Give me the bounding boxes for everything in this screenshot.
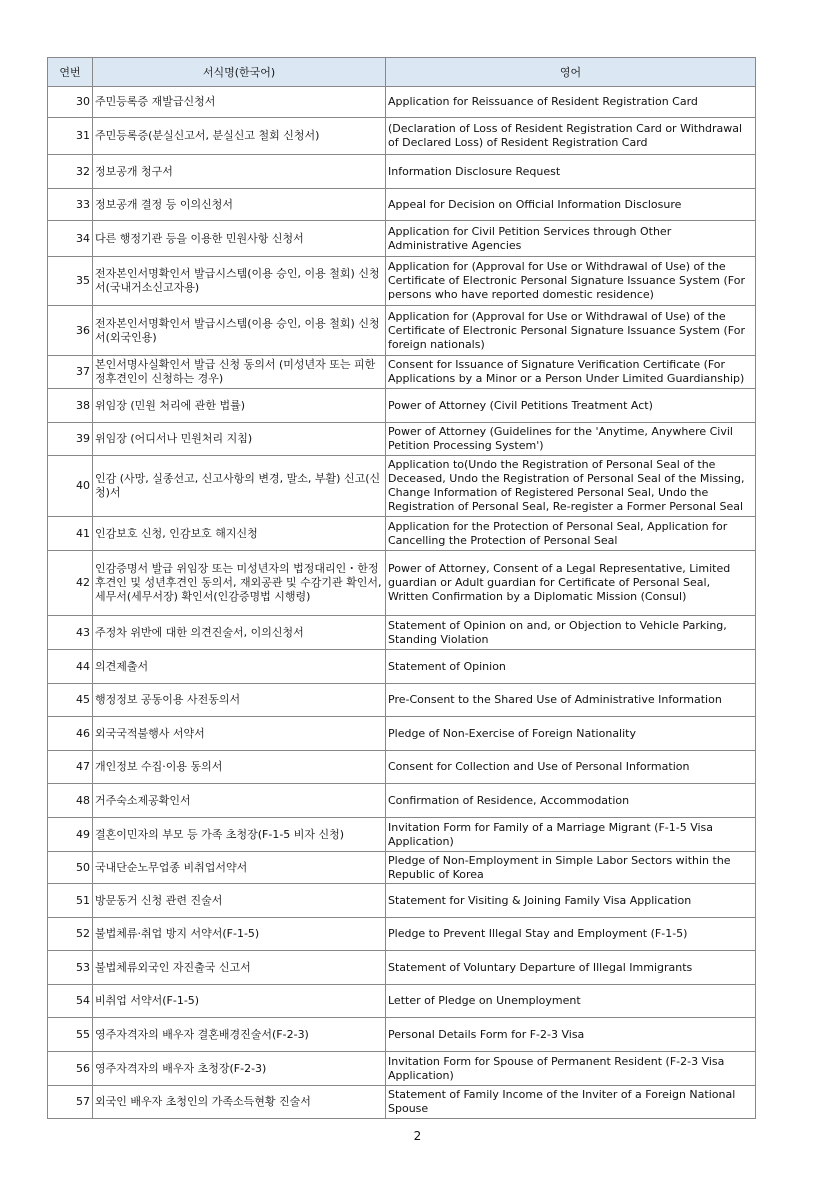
form-name-korean: 주민등록증(분실신고서, 분실신고 철회 신청서) — [93, 118, 386, 155]
form-name-english: Application to(Undo the Registration of Personal Seal of the Deceased, Undo the Registration of Personal Seal of the Missing, Change Information of Registered Personal Seal, Undo the Registration of Personal Seal, Re-register a Former Personal Seal — [386, 456, 756, 517]
form-name-english: (Declaration of Loss of Resident Registration Card or Withdrawal of Declared Loss) of Resident Registration Card — [386, 118, 756, 155]
form-name-korean: 위임장 (어디서나 민원처리 지침) — [93, 423, 386, 456]
form-name-english: Pledge of Non-Exercise of Foreign Nationality — [386, 717, 756, 751]
form-name-english: Consent for Issuance of Signature Verification Certificate (For Applications by a Minor or a Person Under Limited Guardianship) — [386, 356, 756, 389]
form-name-korean: 외국국적불행사 서약서 — [93, 717, 386, 751]
row-number: 48 — [48, 784, 93, 818]
row-number: 34 — [48, 221, 93, 257]
form-name-english: Letter of Pledge on Unemployment — [386, 985, 756, 1018]
row-number: 55 — [48, 1018, 93, 1052]
table-body — [48, 87, 756, 1119]
header-korean: 서식명(한국어) — [93, 58, 386, 87]
table-row — [48, 751, 756, 784]
form-name-english: Pledge to Prevent Illegal Stay and Employment (F-1-5) — [386, 918, 756, 951]
table-row — [48, 1018, 756, 1052]
table-row — [48, 155, 756, 189]
header-no: 연번 — [48, 58, 93, 87]
form-name-korean: 인감보호 신청, 인감보호 해지신청 — [93, 517, 386, 551]
form-name-english: Invitation Form for Family of a Marriage Migrant (F-1-5 Visa Application) — [386, 818, 756, 852]
form-name-english: Appeal for Decision on Official Information Disclosure — [386, 189, 756, 221]
row-number: 31 — [48, 118, 93, 155]
form-name-korean: 주민등록증 재발급신청서 — [93, 87, 386, 118]
form-name-english: Application for the Protection of Personal Seal, Application for Cancelling the Protection of Personal Seal — [386, 517, 756, 551]
form-name-english: Power of Attorney (Civil Petitions Treatment Act) — [386, 389, 756, 423]
form-name-korean: 개인정보 수집·이용 동의서 — [93, 751, 386, 784]
form-name-english: Invitation Form for Spouse of Permanent Resident (F-2-3 Visa Application) — [386, 1052, 756, 1086]
table-row — [48, 118, 756, 155]
table-row — [48, 985, 756, 1018]
row-number: 36 — [48, 306, 93, 356]
table-row — [48, 456, 756, 517]
table-row — [48, 1086, 756, 1119]
table-row — [48, 918, 756, 951]
form-name-korean: 국내단순노무업종 비취업서약서 — [93, 852, 386, 884]
form-name-english: Application for (Approval for Use or Withdrawal of Use) of the Certificate of Electronic Personal Signature Issuance System (For persons who have reported domestic residence) — [386, 257, 756, 306]
form-name-korean: 전자본인서명확인서 발급시스템(이용 승인, 이용 철회) 신청서(국내거소신고자용) — [93, 257, 386, 306]
table-row — [48, 221, 756, 257]
form-name-korean: 행정정보 공동이용 사전동의서 — [93, 684, 386, 717]
form-name-korean: 정보공개 청구서 — [93, 155, 386, 189]
table-row — [48, 852, 756, 884]
table-row — [48, 818, 756, 852]
row-number: 50 — [48, 852, 93, 884]
table-row — [48, 189, 756, 221]
row-number: 37 — [48, 356, 93, 389]
form-name-korean: 거주숙소제공확인서 — [93, 784, 386, 818]
form-name-korean: 비취업 서약서(F-1-5) — [93, 985, 386, 1018]
form-name-english: Statement for Visiting & Joining Family Visa Application — [386, 884, 756, 918]
row-number: 53 — [48, 951, 93, 985]
form-name-korean: 전자본인서명확인서 발급시스템(이용 승인, 이용 철회) 신청서(외국인용) — [93, 306, 386, 356]
row-number: 39 — [48, 423, 93, 456]
table-row — [48, 784, 756, 818]
form-name-korean: 영주자격자의 배우자 결혼배경진술서(F-2-3) — [93, 1018, 386, 1052]
row-number: 47 — [48, 751, 93, 784]
table-row — [48, 423, 756, 456]
form-name-korean: 인감증명서 발급 위임장 또는 미성년자의 법정대리인・한정후견인 및 성년후견인 동의서, 재외공관 및 수감기관 확인서, 세무서(세무서장) 확인서(인감증명법 시행령) — [93, 551, 386, 616]
form-name-korean: 불법체류외국인 자진출국 신고서 — [93, 951, 386, 985]
row-number: 32 — [48, 155, 93, 189]
row-number: 43 — [48, 616, 93, 650]
table-row — [48, 884, 756, 918]
form-name-english: Power of Attorney (Guidelines for the 'Anytime, Anywhere Civil Petition Processing System') — [386, 423, 756, 456]
table-row — [48, 306, 756, 356]
form-name-english: Application for (Approval for Use or Withdrawal of Use) of the Certificate of Electronic Personal Signature Issuance System (For foreign nationals) — [386, 306, 756, 356]
form-name-english: Application for Reissuance of Resident Registration Card — [386, 87, 756, 118]
form-name-english: Statement of Opinion — [386, 650, 756, 684]
form-name-english: Power of Attorney, Consent of a Legal Representative, Limited guardian or Adult guardian for Certificate of Personal Seal, Written Confirmation by a Diplomatic Mission (Consul) — [386, 551, 756, 616]
form-name-korean: 위임장 (민원 처리에 관한 법률) — [93, 389, 386, 423]
page-number: 2 — [413, 1129, 422, 1143]
forms-table — [47, 57, 756, 1119]
form-name-korean: 본인서명사실확인서 발급 신청 동의서 (미성년자 또는 피한정후견인이 신청하는 경우) — [93, 356, 386, 389]
table-row — [48, 684, 756, 717]
row-number: 49 — [48, 818, 93, 852]
form-name-english: Personal Details Form for F-2-3 Visa — [386, 1018, 756, 1052]
form-name-korean: 정보공개 결정 등 이의신청서 — [93, 189, 386, 221]
form-name-english: Statement of Family Income of the Inviter of a Foreign National Spouse — [386, 1086, 756, 1119]
form-name-korean: 불법체류·취업 방지 서약서(F-1-5) — [93, 918, 386, 951]
form-name-english: Statement of Voluntary Departure of Illegal Immigrants — [386, 951, 756, 985]
row-number: 45 — [48, 684, 93, 717]
form-name-korean: 방문동거 신청 관련 진술서 — [93, 884, 386, 918]
row-number: 38 — [48, 389, 93, 423]
table-row — [48, 389, 756, 423]
row-number: 46 — [48, 717, 93, 751]
form-name-english: Pledge of Non-Employment in Simple Labor Sectors within the Republic of Korea — [386, 852, 756, 884]
row-number: 40 — [48, 456, 93, 517]
form-name-korean: 인감 (사망, 실종선고, 신고사항의 변경, 말소, 부활) 신고(신청)서 — [93, 456, 386, 517]
table-row — [48, 717, 756, 751]
form-name-korean: 의견제출서 — [93, 650, 386, 684]
form-name-korean: 영주자격자의 배우자 초청장(F-2-3) — [93, 1052, 386, 1086]
table-row — [48, 650, 756, 684]
row-number: 41 — [48, 517, 93, 551]
form-name-english: Pre-Consent to the Shared Use of Administrative Information — [386, 684, 756, 717]
table-row — [48, 257, 756, 306]
row-number: 57 — [48, 1086, 93, 1119]
form-name-english: Application for Civil Petition Services through Other Administrative Agencies — [386, 221, 756, 257]
table-row — [48, 616, 756, 650]
row-number: 30 — [48, 87, 93, 118]
row-number: 52 — [48, 918, 93, 951]
form-name-english: Information Disclosure Request — [386, 155, 756, 189]
form-name-korean: 결혼이민자의 부모 등 가족 초청장(F-1-5 비자 신청) — [93, 818, 386, 852]
row-number: 56 — [48, 1052, 93, 1086]
table-row — [48, 951, 756, 985]
table-row — [48, 1052, 756, 1086]
form-name-english: Consent for Collection and Use of Personal Information — [386, 751, 756, 784]
row-number: 42 — [48, 551, 93, 616]
table-row — [48, 517, 756, 551]
table-row — [48, 87, 756, 118]
form-name-english: Statement of Opinion on and, or Objection to Vehicle Parking, Standing Violation — [386, 616, 756, 650]
form-name-korean: 외국인 배우자 초청인의 가족소득현황 진술서 — [93, 1086, 386, 1119]
table-row — [48, 356, 756, 389]
form-name-english: Confirmation of Residence, Accommodation — [386, 784, 756, 818]
row-number: 33 — [48, 189, 93, 221]
form-name-korean: 주정차 위반에 대한 의견진술서, 이의신청서 — [93, 616, 386, 650]
row-number: 51 — [48, 884, 93, 918]
row-number: 35 — [48, 257, 93, 306]
form-name-korean: 다른 행정기관 등을 이용한 민원사항 신청서 — [93, 221, 386, 257]
header-english: 영어 — [386, 58, 756, 87]
row-number: 44 — [48, 650, 93, 684]
header-row — [48, 58, 756, 87]
row-number: 54 — [48, 985, 93, 1018]
table-row — [48, 551, 756, 616]
